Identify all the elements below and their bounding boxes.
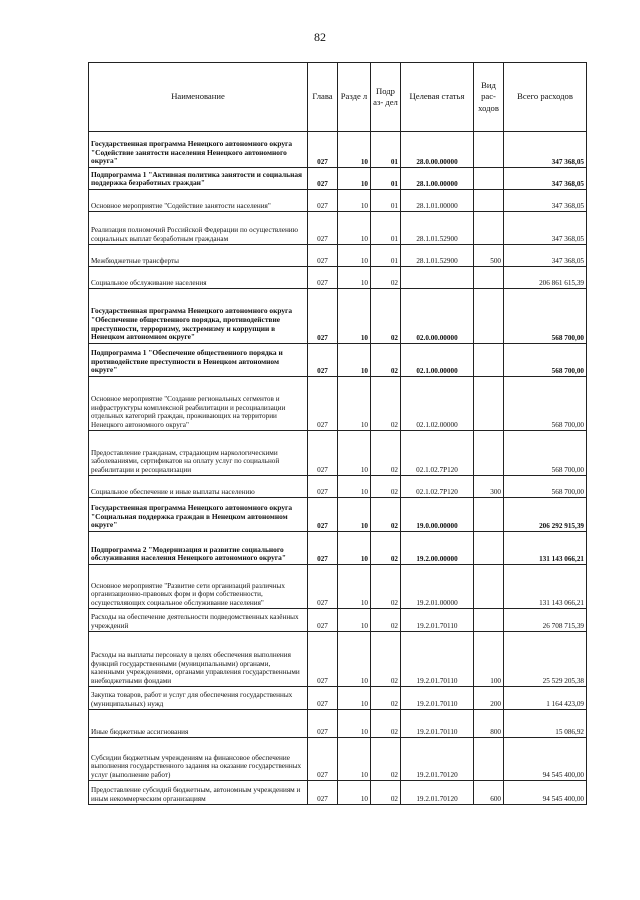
header-total-expenses: Всего расходов [504, 63, 587, 132]
row-subsection: 01 [371, 132, 401, 168]
row-name: Социальное обслуживание населения [89, 267, 308, 289]
table-row [89, 344, 587, 377]
row-section: 10 [338, 565, 371, 609]
row-total: 15 086,92 [504, 710, 587, 738]
row-subsection: 01 [371, 168, 401, 190]
row-expense-type: 600 [474, 781, 504, 805]
row-target: 19.2.00.00000 [401, 532, 474, 565]
row-subsection: 02 [371, 738, 401, 781]
row-section: 10 [338, 710, 371, 738]
row-chapter: 027 [308, 168, 338, 190]
row-chapter: 027 [308, 132, 338, 168]
row-subsection: 02 [371, 687, 401, 710]
row-total: 568 700,00 [504, 289, 587, 344]
row-section: 10 [338, 377, 371, 431]
row-expense-type: 300 [474, 476, 504, 498]
header-row [89, 63, 587, 132]
row-total: 131 143 066,21 [504, 565, 587, 609]
table-row [89, 565, 587, 609]
row-expense-type [474, 565, 504, 609]
row-expense-type [474, 738, 504, 781]
row-name: Государственная программа Ненецкого автономного округа "Содействие занятости населения Ненецкого автономного округа" [89, 132, 308, 168]
row-section: 10 [338, 245, 371, 267]
row-subsection: 02 [371, 632, 401, 687]
row-subsection: 02 [371, 431, 401, 476]
row-expense-type [474, 289, 504, 344]
table-row [89, 609, 587, 632]
row-total: 206 861 615,39 [504, 267, 587, 289]
row-total: 347 368,05 [504, 132, 587, 168]
table-row [89, 245, 587, 267]
row-name: Иные бюджетные ассигнования [89, 710, 308, 738]
header-section: Разде л [338, 63, 371, 132]
row-subsection: 02 [371, 344, 401, 377]
row-subsection: 02 [371, 476, 401, 498]
row-target: 19.2.01.70110 [401, 632, 474, 687]
row-section: 10 [338, 738, 371, 781]
row-name: Подпрограмма 2 "Модернизация и развитие социального обслуживания населения Ненецкого автономного округа" [89, 532, 308, 565]
row-total: 26 708 715,39 [504, 609, 587, 632]
row-name: Реализация полномочий Российской Федерации по осуществлению социальных выплат безработным гражданам [89, 212, 308, 245]
row-section: 10 [338, 632, 371, 687]
row-subsection: 02 [371, 609, 401, 632]
row-section: 10 [338, 781, 371, 805]
row-total: 568 700,00 [504, 344, 587, 377]
table-row [89, 190, 587, 212]
row-expense-type: 500 [474, 245, 504, 267]
row-expense-type [474, 132, 504, 168]
row-target: 19.2.01.70110 [401, 687, 474, 710]
row-total: 131 143 066,21 [504, 532, 587, 565]
row-section: 10 [338, 289, 371, 344]
row-chapter: 027 [308, 289, 338, 344]
row-target: 02.0.00.00000 [401, 289, 474, 344]
row-name: Подпрограмма 1 "Активная политика занятости и социальная поддержка безработных граждан" [89, 168, 308, 190]
row-chapter: 027 [308, 687, 338, 710]
row-section: 10 [338, 132, 371, 168]
row-chapter: 027 [308, 344, 338, 377]
row-target: 19.2.01.70120 [401, 738, 474, 781]
row-subsection: 01 [371, 212, 401, 245]
table-row [89, 498, 587, 532]
table-row [89, 377, 587, 431]
row-target: 02.1.00.00000 [401, 344, 474, 377]
table-row [89, 431, 587, 476]
row-chapter: 027 [308, 609, 338, 632]
row-name: Расходы на выплаты персоналу в целях обеспечения выполнения функций государственными (муниципальными) органами, казенными учреждениями, органами управления государственными внебюджетными фондами [89, 632, 308, 687]
row-name: Межбюджетные трансферты [89, 245, 308, 267]
row-name: Предоставление гражданам, страдающим наркологическими заболеваниями, сертификатов на оплату услуг по социальной реабилитации и ресоциализации [89, 431, 308, 476]
row-chapter: 027 [308, 738, 338, 781]
row-chapter: 027 [308, 476, 338, 498]
row-name: Закупка товаров, работ и услуг для обеспечения государственных (муниципальных) нужд [89, 687, 308, 710]
row-total: 94 545 400,00 [504, 738, 587, 781]
row-target: 28.0.00.00000 [401, 132, 474, 168]
row-expense-type [474, 212, 504, 245]
row-total: 347 368,05 [504, 212, 587, 245]
row-subsection: 02 [371, 565, 401, 609]
row-section: 10 [338, 532, 371, 565]
row-target: 19.2.01.70110 [401, 609, 474, 632]
row-subsection: 02 [371, 289, 401, 344]
table-row [89, 212, 587, 245]
row-section: 10 [338, 267, 371, 289]
row-name: Субсидии бюджетным учреждениям на финансовое обеспечение выполнения государственного задания на оказание государственных услуг (выполнение работ) [89, 738, 308, 781]
row-target: 19.2.01.70110 [401, 710, 474, 738]
row-chapter: 027 [308, 190, 338, 212]
table-row [89, 168, 587, 190]
row-expense-type [474, 498, 504, 532]
row-total: 347 368,05 [504, 168, 587, 190]
row-chapter: 027 [308, 565, 338, 609]
row-target: 19.2.01.00000 [401, 565, 474, 609]
row-name: Государственная программа Ненецкого автономного округа "Социальная поддержка граждан в Ненецком автономном округе" [89, 498, 308, 532]
row-name: Предоставление субсидий бюджетным, автономным учреждениям и иным некоммерческим организациям [89, 781, 308, 805]
row-chapter: 027 [308, 377, 338, 431]
row-section: 10 [338, 687, 371, 710]
table-row [89, 132, 587, 168]
table-row [89, 476, 587, 498]
row-section: 10 [338, 498, 371, 532]
row-name: Подпрограмма 1 "Обеспечение общественного порядка и противодействие преступности в Ненецком автономном округе" [89, 344, 308, 377]
row-chapter: 027 [308, 245, 338, 267]
table-row [89, 687, 587, 710]
row-expense-type [474, 267, 504, 289]
table-row [89, 632, 587, 687]
header-chapter: Глава [308, 63, 338, 132]
row-target: 28.1.01.52900 [401, 245, 474, 267]
header-name: Наименование [89, 63, 308, 132]
row-section: 10 [338, 190, 371, 212]
row-target [401, 267, 474, 289]
row-target: 28.1.01.00000 [401, 190, 474, 212]
row-subsection: 02 [371, 377, 401, 431]
row-section: 10 [338, 212, 371, 245]
row-total: 94 545 400,00 [504, 781, 587, 805]
row-total: 568 700,00 [504, 431, 587, 476]
table-row [89, 532, 587, 565]
row-subsection: 02 [371, 498, 401, 532]
table-row [89, 781, 587, 805]
row-expense-type [474, 190, 504, 212]
row-subsection: 02 [371, 710, 401, 738]
row-total: 568 700,00 [504, 476, 587, 498]
row-expense-type [474, 609, 504, 632]
row-total: 25 529 205,38 [504, 632, 587, 687]
header-target-article: Целевая статья [401, 63, 474, 132]
row-target: 02.1.02.7Р120 [401, 476, 474, 498]
header-expense-type: Вид рас- ходов [474, 63, 504, 132]
row-chapter: 027 [308, 710, 338, 738]
row-expense-type [474, 377, 504, 431]
row-section: 10 [338, 344, 371, 377]
row-chapter: 027 [308, 632, 338, 687]
row-chapter: 027 [308, 212, 338, 245]
row-target: 02.1.02.7Р120 [401, 431, 474, 476]
budget-table [88, 62, 587, 805]
row-expense-type [474, 431, 504, 476]
row-chapter: 027 [308, 498, 338, 532]
row-target: 28.1.01.52900 [401, 212, 474, 245]
row-target: 02.1.02.00000 [401, 377, 474, 431]
header-subsection: Подр аз- дел [371, 63, 401, 132]
table-row [89, 710, 587, 738]
row-expense-type: 200 [474, 687, 504, 710]
row-expense-type [474, 532, 504, 565]
row-total: 347 368,05 [504, 190, 587, 212]
row-chapter: 027 [308, 532, 338, 565]
row-chapter: 027 [308, 267, 338, 289]
row-expense-type [474, 344, 504, 377]
row-name: Основное мероприятие "Создание региональных сегментов и инфраструктуры комплексной реабилитации и ресоциализации отдельных категорий граждан, проживающих на территории Ненецкого автономного округа" [89, 377, 308, 431]
row-target: 19.0.00.00000 [401, 498, 474, 532]
row-name: Основное мероприятие "Содействие занятости населения" [89, 190, 308, 212]
row-section: 10 [338, 609, 371, 632]
row-total: 568 700,00 [504, 377, 587, 431]
row-section: 10 [338, 476, 371, 498]
row-expense-type: 100 [474, 632, 504, 687]
row-total: 347 368,05 [504, 245, 587, 267]
row-target: 19.2.01.70120 [401, 781, 474, 805]
row-total: 1 164 423,09 [504, 687, 587, 710]
row-name: Социальное обеспечение и иные выплаты населению [89, 476, 308, 498]
row-name: Расходы на обеспечение деятельности подведомственных казённых учреждений [89, 609, 308, 632]
table-row [89, 289, 587, 344]
row-subsection: 02 [371, 267, 401, 289]
row-chapter: 027 [308, 781, 338, 805]
row-subsection: 01 [371, 245, 401, 267]
table-row [89, 267, 587, 289]
row-name: Основное мероприятие "Развитие сети организаций различных организационно-правовых форм и форм собственности, осуществляющих социальное обслуживание населения" [89, 565, 308, 609]
row-expense-type [474, 168, 504, 190]
row-chapter: 027 [308, 431, 338, 476]
row-target: 28.1.00.00000 [401, 168, 474, 190]
row-subsection: 01 [371, 190, 401, 212]
row-section: 10 [338, 168, 371, 190]
row-expense-type: 800 [474, 710, 504, 738]
row-subsection: 02 [371, 781, 401, 805]
row-total: 206 292 915,39 [504, 498, 587, 532]
table-row [89, 738, 587, 781]
page-number: 82 [314, 30, 326, 44]
row-subsection: 02 [371, 532, 401, 565]
row-section: 10 [338, 431, 371, 476]
row-name: Государственная программа Ненецкого автономного округа "Обеспечение общественного порядка, противодействие преступности, терроризму, экстремизму и коррупции в Ненецком автономном округе" [89, 289, 308, 344]
